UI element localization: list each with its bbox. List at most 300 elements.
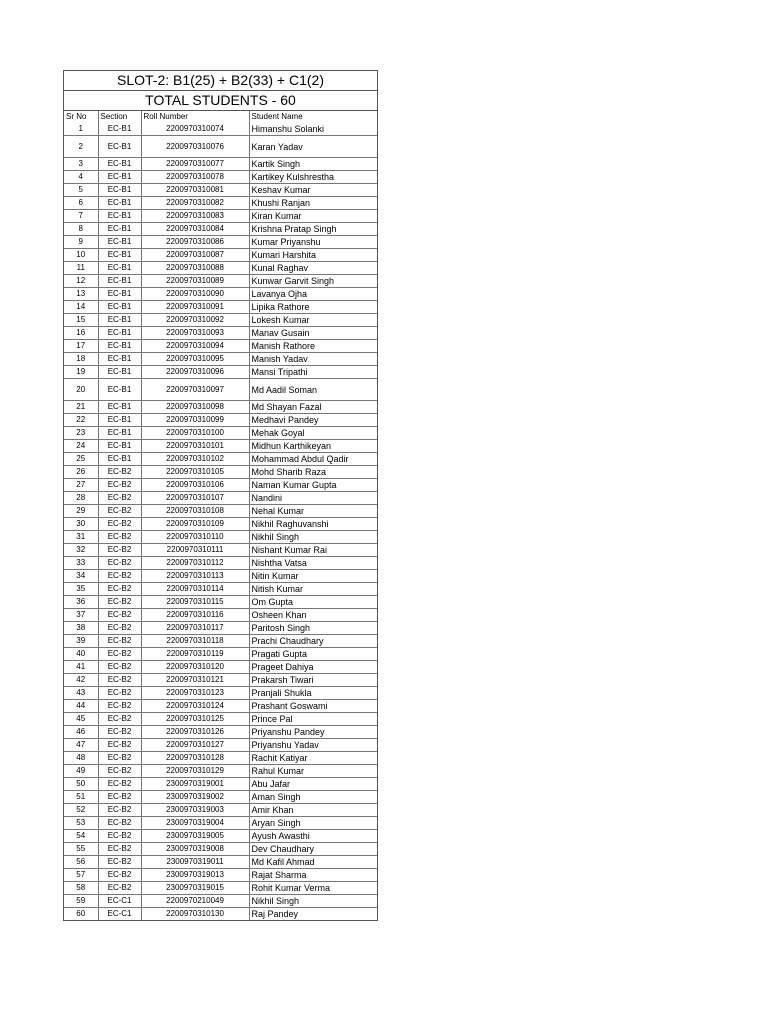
- roll-number-cell: 2200970310081: [141, 184, 249, 197]
- table-row: [64, 726, 377, 739]
- sr-no-cell: 18: [64, 353, 98, 366]
- roll-number-cell: 2300970319003: [141, 804, 249, 817]
- section-cell: EC-B2: [98, 726, 141, 739]
- sr-no-cell: 25: [64, 453, 98, 466]
- table-row: [64, 314, 377, 327]
- section-cell: EC-B2: [98, 479, 141, 492]
- roll-number-cell: 2200970310096: [141, 366, 249, 379]
- student-table: [64, 111, 377, 920]
- table-row: [64, 648, 377, 661]
- student-name-cell: Abu Jafar: [249, 778, 377, 791]
- roll-number-cell: 2200970310084: [141, 223, 249, 236]
- sr-no-cell: 24: [64, 440, 98, 453]
- table-row: [64, 557, 377, 570]
- roll-number-cell: 2200970310125: [141, 713, 249, 726]
- student-name-cell: Nikhil Raghuvanshi: [249, 518, 377, 531]
- section-cell: EC-B1: [98, 184, 141, 197]
- table-row: [64, 544, 377, 557]
- roll-number-cell: 2200970310089: [141, 275, 249, 288]
- student-name-cell: Priyanshu Yadav: [249, 739, 377, 752]
- table-row: [64, 223, 377, 236]
- sr-no-cell: 48: [64, 752, 98, 765]
- table-row: [64, 366, 377, 379]
- sr-no-cell: 46: [64, 726, 98, 739]
- sr-no-cell: 55: [64, 843, 98, 856]
- student-name-cell: Pranjali Shukla: [249, 687, 377, 700]
- student-name-cell: Rachit Katiyar: [249, 752, 377, 765]
- sr-no-cell: 17: [64, 340, 98, 353]
- table-row: [64, 700, 377, 713]
- table-row: [64, 882, 377, 895]
- header-student-name: Student Name: [249, 111, 377, 123]
- student-name-cell: Khushi Ranjan: [249, 197, 377, 210]
- section-cell: EC-B2: [98, 492, 141, 505]
- student-name-cell: Kunal Raghav: [249, 262, 377, 275]
- section-cell: EC-B2: [98, 804, 141, 817]
- table-row: [64, 197, 377, 210]
- table-row: [64, 674, 377, 687]
- sr-no-cell: 53: [64, 817, 98, 830]
- roll-number-cell: 2200970310105: [141, 466, 249, 479]
- student-name-cell: Nehal Kumar: [249, 505, 377, 518]
- student-name-cell: Paritosh Singh: [249, 622, 377, 635]
- roll-number-cell: 2200970310116: [141, 609, 249, 622]
- student-name-cell: Nitish Kumar: [249, 583, 377, 596]
- roll-number-cell: 2200970310121: [141, 674, 249, 687]
- student-name-cell: Lokesh Kumar: [249, 314, 377, 327]
- sr-no-cell: 28: [64, 492, 98, 505]
- roll-number-cell: 2200970310124: [141, 700, 249, 713]
- section-cell: EC-B1: [98, 262, 141, 275]
- sr-no-cell: 52: [64, 804, 98, 817]
- section-cell: EC-B1: [98, 440, 141, 453]
- table-row: [64, 869, 377, 882]
- section-cell: EC-B2: [98, 713, 141, 726]
- table-row: [64, 440, 377, 453]
- roll-number-cell: 2200970310123: [141, 687, 249, 700]
- roll-number-cell: 2200970310117: [141, 622, 249, 635]
- table-row: [64, 288, 377, 301]
- sr-no-cell: 27: [64, 479, 98, 492]
- table-row: [64, 817, 377, 830]
- sr-no-cell: 13: [64, 288, 98, 301]
- student-name-cell: Lavanya Ojha: [249, 288, 377, 301]
- roll-number-cell: 2300970319004: [141, 817, 249, 830]
- student-name-cell: Md Kafil Ahmad: [249, 856, 377, 869]
- section-cell: EC-B1: [98, 197, 141, 210]
- table-row: [64, 713, 377, 726]
- table-row: [64, 453, 377, 466]
- student-name-cell: Prachi Chaudhary: [249, 635, 377, 648]
- roll-number-cell: 2200970310095: [141, 353, 249, 366]
- section-cell: EC-B2: [98, 817, 141, 830]
- roll-number-cell: 2200970310111: [141, 544, 249, 557]
- table-row: [64, 327, 377, 340]
- section-cell: EC-B1: [98, 223, 141, 236]
- roll-number-cell: 2200970210049: [141, 895, 249, 908]
- table-row: [64, 570, 377, 583]
- roll-number-cell: 2200970310127: [141, 739, 249, 752]
- table-row: [64, 427, 377, 440]
- sr-no-cell: 41: [64, 661, 98, 674]
- student-name-cell: Kumar Priyanshu: [249, 236, 377, 249]
- student-name-cell: Mehak Goyal: [249, 427, 377, 440]
- sr-no-cell: 2: [64, 136, 98, 158]
- table-row: [64, 661, 377, 674]
- section-cell: EC-B1: [98, 314, 141, 327]
- sr-no-cell: 43: [64, 687, 98, 700]
- student-name-cell: Rajat Sharma: [249, 869, 377, 882]
- sr-no-cell: 31: [64, 531, 98, 544]
- sr-no-cell: 8: [64, 223, 98, 236]
- student-name-cell: Nikhil Singh: [249, 531, 377, 544]
- student-name-cell: Amir Khan: [249, 804, 377, 817]
- student-name-cell: Karan Yadav: [249, 136, 377, 158]
- sr-no-cell: 15: [64, 314, 98, 327]
- roll-number-cell: 2200970310082: [141, 197, 249, 210]
- roll-number-cell: 2200970310128: [141, 752, 249, 765]
- section-cell: EC-B2: [98, 583, 141, 596]
- section-cell: EC-B2: [98, 466, 141, 479]
- table-row: [64, 158, 377, 171]
- sr-no-cell: 40: [64, 648, 98, 661]
- section-cell: EC-B2: [98, 609, 141, 622]
- roll-number-cell: 2200970310130: [141, 908, 249, 921]
- sr-no-cell: 23: [64, 427, 98, 440]
- student-name-cell: Osheen Khan: [249, 609, 377, 622]
- roll-number-cell: 2200970310090: [141, 288, 249, 301]
- roll-number-cell: 2200970310088: [141, 262, 249, 275]
- student-name-cell: Mansi Tripathi: [249, 366, 377, 379]
- roll-number-cell: 2200970310086: [141, 236, 249, 249]
- student-name-cell: Manish Rathore: [249, 340, 377, 353]
- sr-no-cell: 49: [64, 765, 98, 778]
- section-cell: EC-B1: [98, 366, 141, 379]
- sr-no-cell: 22: [64, 414, 98, 427]
- sr-no-cell: 12: [64, 275, 98, 288]
- roll-number-cell: 2200970310077: [141, 158, 249, 171]
- header-roll-number: Roll Number: [141, 111, 249, 123]
- section-cell: EC-B2: [98, 765, 141, 778]
- header-row: [64, 111, 377, 123]
- table-row: [64, 505, 377, 518]
- student-name-cell: Keshav Kumar: [249, 184, 377, 197]
- table-row: [64, 583, 377, 596]
- roll-number-cell: 2200970310118: [141, 635, 249, 648]
- roll-number-cell: 2200970310107: [141, 492, 249, 505]
- sr-no-cell: 11: [64, 262, 98, 275]
- student-name-cell: Aman Singh: [249, 791, 377, 804]
- table-row: [64, 778, 377, 791]
- table-row: [64, 908, 377, 921]
- sr-no-cell: 58: [64, 882, 98, 895]
- table-row: [64, 765, 377, 778]
- roll-number-cell: 2200970310091: [141, 301, 249, 314]
- sr-no-cell: 34: [64, 570, 98, 583]
- sr-no-cell: 32: [64, 544, 98, 557]
- roll-number-cell: 2200970310113: [141, 570, 249, 583]
- student-name-cell: Kiran Kumar: [249, 210, 377, 223]
- section-cell: EC-B1: [98, 427, 141, 440]
- roll-number-cell: 2300970319008: [141, 843, 249, 856]
- table-row: [64, 596, 377, 609]
- roll-number-cell: 2200970310087: [141, 249, 249, 262]
- table-row: [64, 275, 377, 288]
- section-cell: EC-B2: [98, 622, 141, 635]
- student-name-cell: Naman Kumar Gupta: [249, 479, 377, 492]
- student-name-cell: Lipika Rathore: [249, 301, 377, 314]
- roll-number-cell: 2200970310115: [141, 596, 249, 609]
- table-row: [64, 262, 377, 275]
- section-cell: EC-B1: [98, 453, 141, 466]
- student-name-cell: Manish Yadav: [249, 353, 377, 366]
- roll-number-cell: 2300970319011: [141, 856, 249, 869]
- table-row: [64, 184, 377, 197]
- section-cell: EC-B2: [98, 869, 141, 882]
- table-row: [64, 739, 377, 752]
- sr-no-cell: 35: [64, 583, 98, 596]
- section-cell: EC-B1: [98, 353, 141, 366]
- section-cell: EC-B2: [98, 700, 141, 713]
- sr-no-cell: 29: [64, 505, 98, 518]
- student-name-cell: Kartikey Kulshrestha: [249, 171, 377, 184]
- roll-number-cell: 2300970319015: [141, 882, 249, 895]
- table-row: [64, 830, 377, 843]
- section-cell: EC-B2: [98, 570, 141, 583]
- section-cell: EC-B1: [98, 210, 141, 223]
- section-cell: EC-B2: [98, 518, 141, 531]
- table-row: [64, 635, 377, 648]
- section-cell: EC-B2: [98, 505, 141, 518]
- section-cell: EC-B2: [98, 596, 141, 609]
- roll-number-cell: 2200970310106: [141, 479, 249, 492]
- section-cell: EC-B1: [98, 236, 141, 249]
- roll-number-cell: 2200970310109: [141, 518, 249, 531]
- table-row: [64, 895, 377, 908]
- slot-title: SLOT-2: B1(25) + B2(33) + C1(2): [64, 71, 377, 91]
- roll-number-cell: 2200970310094: [141, 340, 249, 353]
- sr-no-cell: 54: [64, 830, 98, 843]
- sr-no-cell: 39: [64, 635, 98, 648]
- table-row: [64, 171, 377, 184]
- section-cell: EC-B2: [98, 557, 141, 570]
- section-cell: EC-B2: [98, 674, 141, 687]
- roll-number-cell: 2200970310119: [141, 648, 249, 661]
- student-name-cell: Nikhil Singh: [249, 895, 377, 908]
- student-name-cell: Mohammad Abdul Qadir: [249, 453, 377, 466]
- roll-number-cell: 2200970310098: [141, 401, 249, 414]
- student-name-cell: Kunwar Garvit Singh: [249, 275, 377, 288]
- sr-no-cell: 50: [64, 778, 98, 791]
- sr-no-cell: 1: [64, 123, 98, 136]
- section-cell: EC-B2: [98, 687, 141, 700]
- section-cell: EC-B1: [98, 401, 141, 414]
- section-cell: EC-C1: [98, 895, 141, 908]
- student-list-sheet: [63, 70, 378, 921]
- student-name-cell: Ayush Awasthi: [249, 830, 377, 843]
- sr-no-cell: 30: [64, 518, 98, 531]
- student-name-cell: Kartik Singh: [249, 158, 377, 171]
- section-cell: EC-B1: [98, 414, 141, 427]
- section-cell: EC-B2: [98, 739, 141, 752]
- header-sr-no: Sr No: [64, 111, 98, 123]
- student-name-cell: Manav Gusain: [249, 327, 377, 340]
- sr-no-cell: 14: [64, 301, 98, 314]
- section-cell: EC-B1: [98, 158, 141, 171]
- sr-no-cell: 38: [64, 622, 98, 635]
- table-row: [64, 752, 377, 765]
- sr-no-cell: 44: [64, 700, 98, 713]
- roll-number-cell: 2200970310097: [141, 379, 249, 401]
- student-name-cell: Medhavi Pandey: [249, 414, 377, 427]
- table-row: [64, 414, 377, 427]
- table-row: [64, 353, 377, 366]
- roll-number-cell: 2300970319002: [141, 791, 249, 804]
- section-cell: EC-B1: [98, 288, 141, 301]
- roll-number-cell: 2200970310114: [141, 583, 249, 596]
- student-name-cell: Mohd Sharib Raza: [249, 466, 377, 479]
- section-cell: EC-B1: [98, 327, 141, 340]
- table-row: [64, 123, 377, 136]
- student-name-cell: Prashant Goswami: [249, 700, 377, 713]
- sr-no-cell: 36: [64, 596, 98, 609]
- student-name-cell: Kumari Harshita: [249, 249, 377, 262]
- section-cell: EC-B1: [98, 275, 141, 288]
- roll-number-cell: 2200970310093: [141, 327, 249, 340]
- student-name-cell: Rahul Kumar: [249, 765, 377, 778]
- sr-no-cell: 20: [64, 379, 98, 401]
- table-row: [64, 136, 377, 158]
- table-row: [64, 622, 377, 635]
- sr-no-cell: 57: [64, 869, 98, 882]
- section-cell: EC-C1: [98, 908, 141, 921]
- section-cell: EC-B2: [98, 544, 141, 557]
- student-name-cell: Nitin Kumar: [249, 570, 377, 583]
- table-row: [64, 791, 377, 804]
- section-cell: EC-B2: [98, 752, 141, 765]
- roll-number-cell: 2200970310076: [141, 136, 249, 158]
- sr-no-cell: 5: [64, 184, 98, 197]
- total-students-heading: TOTAL STUDENTS - 60: [64, 91, 377, 111]
- sr-no-cell: 47: [64, 739, 98, 752]
- sr-no-cell: 37: [64, 609, 98, 622]
- roll-number-cell: 2200970310129: [141, 765, 249, 778]
- sr-no-cell: 33: [64, 557, 98, 570]
- student-name-cell: Aryan Singh: [249, 817, 377, 830]
- table-row: [64, 379, 377, 401]
- roll-number-cell: 2200970310102: [141, 453, 249, 466]
- table-row: [64, 466, 377, 479]
- table-row: [64, 518, 377, 531]
- roll-number-cell: 2200970310112: [141, 557, 249, 570]
- section-cell: EC-B2: [98, 856, 141, 869]
- table-row: [64, 236, 377, 249]
- roll-number-cell: 2300970319005: [141, 830, 249, 843]
- student-name-cell: Md Shayan Fazal: [249, 401, 377, 414]
- table-row: [64, 301, 377, 314]
- section-cell: EC-B1: [98, 249, 141, 262]
- section-cell: EC-B2: [98, 648, 141, 661]
- student-name-cell: Himanshu Solanki: [249, 123, 377, 136]
- sr-no-cell: 60: [64, 908, 98, 921]
- section-cell: EC-B1: [98, 136, 141, 158]
- student-name-cell: Nishant Kumar Rai: [249, 544, 377, 557]
- sr-no-cell: 26: [64, 466, 98, 479]
- sr-no-cell: 59: [64, 895, 98, 908]
- student-name-cell: Pragati Gupta: [249, 648, 377, 661]
- student-name-cell: Dev Chaudhary: [249, 843, 377, 856]
- section-cell: EC-B2: [98, 778, 141, 791]
- section-cell: EC-B1: [98, 301, 141, 314]
- section-cell: EC-B2: [98, 843, 141, 856]
- section-cell: EC-B2: [98, 830, 141, 843]
- section-cell: EC-B2: [98, 791, 141, 804]
- student-name-cell: Rohit Kumar Verma: [249, 882, 377, 895]
- sr-no-cell: 42: [64, 674, 98, 687]
- student-name-cell: Md Aadil Soman: [249, 379, 377, 401]
- roll-number-cell: 2200970310099: [141, 414, 249, 427]
- sr-no-cell: 3: [64, 158, 98, 171]
- roll-number-cell: 2300970319013: [141, 869, 249, 882]
- section-cell: EC-B2: [98, 531, 141, 544]
- sr-no-cell: 51: [64, 791, 98, 804]
- section-cell: EC-B1: [98, 379, 141, 401]
- table-row: [64, 492, 377, 505]
- student-name-cell: Prakarsh Tiwari: [249, 674, 377, 687]
- sr-no-cell: 19: [64, 366, 98, 379]
- student-name-cell: Om Gupta: [249, 596, 377, 609]
- table-row: [64, 340, 377, 353]
- sr-no-cell: 21: [64, 401, 98, 414]
- roll-number-cell: 2200970310092: [141, 314, 249, 327]
- table-row: [64, 687, 377, 700]
- student-name-cell: Midhun Karthikeyan: [249, 440, 377, 453]
- roll-number-cell: 2200970310120: [141, 661, 249, 674]
- roll-number-cell: 2200970310126: [141, 726, 249, 739]
- roll-number-cell: 2200970310100: [141, 427, 249, 440]
- sr-no-cell: 16: [64, 327, 98, 340]
- roll-number-cell: 2200970310101: [141, 440, 249, 453]
- student-name-cell: Raj Pandey: [249, 908, 377, 921]
- student-name-cell: Prageet Dahiya: [249, 661, 377, 674]
- section-cell: EC-B1: [98, 340, 141, 353]
- sr-no-cell: 6: [64, 197, 98, 210]
- sr-no-cell: 4: [64, 171, 98, 184]
- section-cell: EC-B2: [98, 882, 141, 895]
- student-name-cell: Krishna Pratap Singh: [249, 223, 377, 236]
- roll-number-cell: 2200970310110: [141, 531, 249, 544]
- table-row: [64, 210, 377, 223]
- sr-no-cell: 45: [64, 713, 98, 726]
- section-cell: EC-B1: [98, 123, 141, 136]
- section-cell: EC-B2: [98, 661, 141, 674]
- table-row: [64, 531, 377, 544]
- table-row: [64, 609, 377, 622]
- sr-no-cell: 10: [64, 249, 98, 262]
- table-row: [64, 479, 377, 492]
- roll-number-cell: 2200970310078: [141, 171, 249, 184]
- section-cell: EC-B1: [98, 171, 141, 184]
- table-row: [64, 401, 377, 414]
- student-name-cell: Prince Pal: [249, 713, 377, 726]
- student-name-cell: Nandini: [249, 492, 377, 505]
- student-name-cell: Priyanshu Pandey: [249, 726, 377, 739]
- roll-number-cell: 2200970310074: [141, 123, 249, 136]
- table-row: [64, 249, 377, 262]
- sr-no-cell: 9: [64, 236, 98, 249]
- sr-no-cell: 56: [64, 856, 98, 869]
- section-cell: EC-B2: [98, 635, 141, 648]
